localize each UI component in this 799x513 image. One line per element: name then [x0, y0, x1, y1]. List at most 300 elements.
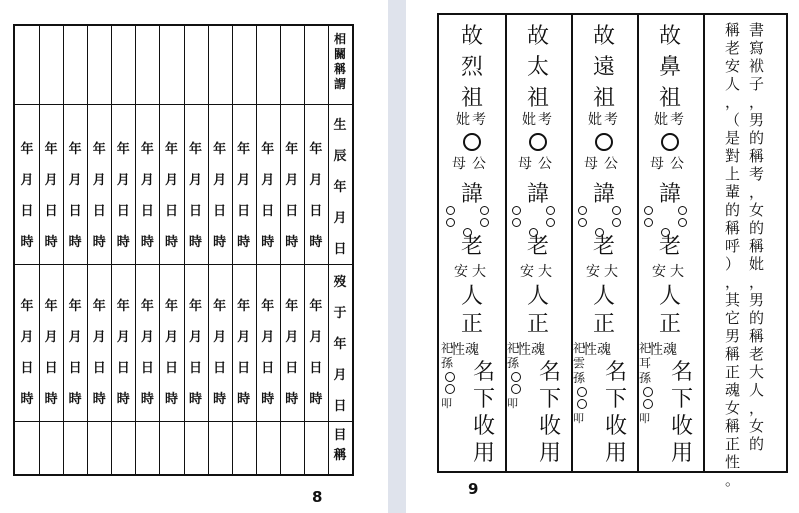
date-char: 時 [285, 392, 299, 407]
tablet-title-char: 故 [460, 24, 483, 49]
date-char: 月 [309, 330, 323, 345]
tablet-pair: 妣考 [456, 112, 488, 128]
tablet-mother-father: 母公 [452, 156, 492, 172]
note-char: 是 [725, 129, 741, 147]
death-date-col [63, 291, 87, 415]
note-char: 對 [725, 147, 741, 165]
birth-date-col [256, 134, 280, 258]
note-char: 大 [749, 363, 765, 381]
death-date-col [208, 291, 232, 415]
date-char: 年 [68, 142, 82, 157]
date-char: 日 [309, 204, 323, 219]
relation-header [328, 32, 352, 92]
note-char: ） [725, 255, 741, 273]
date-char: 年 [140, 142, 154, 157]
date-char: 月 [164, 330, 178, 345]
jisun-char: 祀 [507, 341, 520, 355]
note-char: 稱 [725, 219, 741, 237]
tablet-receive-char: 下 [538, 387, 561, 412]
note-char: 稱 [749, 327, 765, 345]
date-char: 時 [189, 392, 203, 407]
tablet-sheng-hun: 性魂 [517, 342, 545, 358]
date-char: 時 [92, 392, 106, 407]
date-char: 時 [213, 392, 227, 407]
date-char: 年 [164, 142, 178, 157]
tablet-pair: 妣考 [654, 112, 686, 128]
date-char: 日 [285, 361, 299, 376]
date-char: 日 [140, 361, 154, 376]
tablet-mother-father: 母公 [650, 156, 690, 172]
death-date-col [39, 291, 63, 415]
note-char: 女 [749, 201, 765, 219]
death-char: 日 [333, 399, 347, 414]
birth-char: 年 [333, 180, 347, 195]
date-char: 月 [92, 330, 106, 345]
tablet-mother-father: 母公 [584, 156, 624, 172]
tablet-receive-char: 用 [538, 441, 561, 466]
tablet-sheng-hun: 性魂 [451, 342, 479, 358]
date-char: 月 [92, 173, 106, 188]
date-char: 日 [92, 204, 106, 219]
name-placeholder-dot [480, 206, 489, 215]
jisun-char: 孫 [639, 371, 652, 385]
tablet-lao: 老 [526, 234, 549, 259]
date-char: 日 [44, 361, 58, 376]
note-char: 輩 [725, 183, 741, 201]
note-char: ， [749, 93, 765, 111]
tablet-receive-char: 用 [670, 441, 693, 466]
note-char: 書 [749, 21, 765, 39]
date-char: 日 [44, 204, 58, 219]
date-char: 日 [116, 361, 130, 376]
date-char: 月 [213, 330, 227, 345]
date-char: 月 [20, 330, 34, 345]
note-char: 的 [749, 435, 765, 453]
note-char: 的 [749, 309, 765, 327]
birth-date-col [184, 134, 208, 258]
note-char: 男 [749, 111, 765, 129]
note-char: ， [749, 273, 765, 291]
date-char: 年 [285, 142, 299, 157]
jisun-char: 耳 [639, 356, 652, 370]
death-date-col [232, 291, 256, 415]
date-char: 月 [189, 330, 203, 345]
tablet-mother-father: 母公 [518, 156, 558, 172]
birth-date-col [135, 134, 159, 258]
ancestral-tablet-frame [437, 13, 788, 489]
birth-date-col [280, 134, 304, 258]
date-char: 月 [237, 330, 251, 345]
death-char: 月 [333, 368, 347, 383]
tablet-title-char: 祖 [592, 86, 615, 111]
tablet-ren: 人 [658, 284, 681, 309]
tablet-receive-char: 收 [538, 414, 561, 439]
date-char: 日 [261, 204, 275, 219]
note-char: 妣 [749, 255, 765, 273]
name-placeholder-dot [578, 218, 587, 227]
date-char: 時 [20, 235, 34, 250]
tablet-receive-char: 名 [538, 360, 561, 385]
date-char: 時 [164, 235, 178, 250]
date-char: 月 [285, 330, 299, 345]
note-char: 呼 [725, 237, 741, 255]
date-char: 時 [237, 392, 251, 407]
death-date-col [159, 291, 183, 415]
date-char: 年 [92, 299, 106, 314]
note-char: 正 [725, 363, 741, 381]
page-9 [406, 0, 799, 513]
tablet-receive-char: 用 [604, 441, 627, 466]
death-date-col [184, 291, 208, 415]
date-char: 時 [116, 235, 130, 250]
date-char: 年 [20, 299, 34, 314]
date-char: 年 [309, 142, 323, 157]
date-char: 年 [68, 299, 82, 314]
date-char: 月 [44, 330, 58, 345]
date-char: 日 [20, 361, 34, 376]
birth-date-col [208, 134, 232, 258]
date-char: 月 [116, 330, 130, 345]
page-number-8: 8 [312, 488, 323, 506]
date-char: 年 [285, 299, 299, 314]
date-char: 月 [213, 173, 227, 188]
note-char: （ [725, 111, 741, 129]
name-placeholder-dot [480, 218, 489, 227]
date-char: 年 [237, 299, 251, 314]
date-char: 時 [44, 392, 58, 407]
name-circle [661, 133, 679, 151]
name-placeholder-dot [678, 206, 687, 215]
tablet-3 [571, 15, 637, 471]
tablet-receive-char: 下 [604, 387, 627, 412]
name-placeholder-dot [612, 206, 621, 215]
date-char: 時 [68, 392, 82, 407]
date-char: 年 [261, 142, 275, 157]
title-char: 稱 [333, 448, 347, 463]
date-char: 日 [285, 204, 299, 219]
date-char: 月 [20, 173, 34, 188]
tablet-anda: 安大 [586, 264, 622, 280]
tablet-receive-char: 收 [604, 414, 627, 439]
date-char: 月 [309, 173, 323, 188]
note-char: 寫 [749, 39, 765, 57]
tablet-hui: 諱 [460, 182, 483, 207]
tablet-zheng: 正 [460, 312, 483, 337]
relation-table [13, 24, 354, 476]
note-char: ， [725, 273, 741, 291]
date-char: 時 [309, 235, 323, 250]
death-date-col [135, 291, 159, 415]
death-date-col [256, 291, 280, 415]
note-char: 其 [725, 291, 741, 309]
date-char: 時 [68, 235, 82, 250]
page-number-9: 9 [468, 480, 479, 498]
date-char: 日 [20, 204, 34, 219]
date-char: 日 [140, 204, 154, 219]
date-char: 年 [213, 299, 227, 314]
tablet-1 [439, 15, 505, 471]
date-char: 年 [116, 142, 130, 157]
date-char: 時 [140, 235, 154, 250]
note-char: 稱 [725, 21, 741, 39]
note-char: 。 [725, 471, 741, 489]
date-char: 時 [92, 235, 106, 250]
date-char: 日 [164, 204, 178, 219]
death-date-col [304, 291, 328, 415]
date-char: 年 [92, 142, 106, 157]
note-char: 的 [749, 129, 765, 147]
tablet-title-char: 祖 [526, 86, 549, 111]
date-char: 日 [92, 361, 106, 376]
date-char: 月 [261, 330, 275, 345]
name-placeholder-dot [678, 218, 687, 227]
tablet-title-char: 祖 [460, 86, 483, 111]
page-gutter [388, 0, 406, 513]
date-char: 年 [44, 142, 58, 157]
note-char: 上 [725, 165, 741, 183]
tablet-ren: 人 [592, 284, 615, 309]
date-char: 年 [189, 142, 203, 157]
date-char: 時 [237, 235, 251, 250]
jisun-char: 祀 [639, 341, 652, 355]
date-char: 月 [68, 330, 82, 345]
note-char: 它 [725, 309, 741, 327]
birth-date-col [15, 134, 39, 258]
tablet-title-char: 鼻 [658, 55, 681, 80]
note-char: 人 [749, 381, 765, 399]
tablet-hui: 諱 [658, 182, 681, 207]
date-char: 日 [237, 204, 251, 219]
name-circle [529, 133, 547, 151]
tablet-ren: 人 [460, 284, 483, 309]
tablet-title-char: 故 [592, 24, 615, 49]
tablet-anda: 安大 [454, 264, 490, 280]
death-date-col [280, 291, 304, 415]
birth-char: 辰 [333, 149, 347, 164]
note-char: 的 [749, 219, 765, 237]
date-char: 時 [189, 235, 203, 250]
tablet-zheng: 正 [526, 312, 549, 337]
note-char: 考 [749, 165, 765, 183]
note-char: 的 [725, 201, 741, 219]
date-char: 年 [164, 299, 178, 314]
date-char: 日 [68, 204, 82, 219]
tablet-zheng: 正 [658, 312, 681, 337]
tablet-title-char: 祖 [658, 86, 681, 111]
note-char: 子 [749, 75, 765, 93]
note-char: 女 [749, 417, 765, 435]
jisun-char: 祀 [441, 341, 454, 355]
tablet-receive-char: 下 [472, 387, 495, 412]
date-char: 日 [309, 361, 323, 376]
note-char: ， [749, 183, 765, 201]
birth-char: 月 [333, 211, 347, 226]
note-char: 男 [725, 327, 741, 345]
birth-char: 生 [333, 118, 347, 133]
tablet-receive-char: 名 [604, 360, 627, 385]
tablet-receive-char: 用 [472, 441, 495, 466]
date-char: 年 [116, 299, 130, 314]
note-char: ， [749, 399, 765, 417]
date-char: 日 [68, 361, 82, 376]
tablet-receive-char: 下 [670, 387, 693, 412]
tablet-2 [505, 15, 571, 471]
jisun-char: 祀 [573, 341, 586, 355]
header-char: 稱 [333, 62, 346, 76]
date-char: 日 [237, 361, 251, 376]
date-char: 月 [116, 173, 130, 188]
note-char: ， [725, 93, 741, 111]
date-char: 年 [20, 142, 34, 157]
birth-date-col [304, 134, 328, 258]
date-char: 年 [189, 299, 203, 314]
name-placeholder-dot [546, 206, 555, 215]
tablet-pair: 妣考 [522, 112, 554, 128]
note-char: 老 [725, 39, 741, 57]
jisun-char: 雲 [573, 356, 586, 370]
name-circle [463, 133, 481, 151]
name-placeholder-dot [644, 206, 653, 215]
tablet-title-char: 故 [526, 24, 549, 49]
title-label [328, 426, 352, 466]
header-char: 謂 [333, 77, 346, 91]
tablet-receive-char: 收 [670, 414, 693, 439]
note-char: 魂 [725, 381, 741, 399]
death-char: 年 [333, 337, 347, 352]
tablet-lao: 老 [460, 234, 483, 259]
note-char: 男 [749, 291, 765, 309]
tablet-pair: 妣考 [588, 112, 620, 128]
date-char: 月 [140, 330, 154, 345]
date-char: 月 [285, 173, 299, 188]
tablet-4 [637, 15, 703, 471]
date-char: 時 [261, 235, 275, 250]
tablet-title-char: 遠 [592, 55, 615, 80]
date-char: 月 [164, 173, 178, 188]
note-char: 稱 [749, 147, 765, 165]
tablet-title-char: 故 [658, 24, 681, 49]
date-char: 日 [189, 204, 203, 219]
jisun-char: 孫 [441, 356, 454, 370]
date-char: 時 [116, 392, 130, 407]
tablet-receive-char: 名 [670, 360, 693, 385]
death-date-col [15, 291, 39, 415]
date-char: 時 [20, 392, 34, 407]
date-char: 日 [213, 361, 227, 376]
tablet-title-char: 烈 [460, 55, 483, 80]
name-placeholder-dot [546, 218, 555, 227]
birth-date-col [63, 134, 87, 258]
tablet-sheng-hun: 性魂 [649, 342, 677, 358]
death-label [328, 267, 352, 422]
note-char: 稱 [749, 237, 765, 255]
date-char: 月 [237, 173, 251, 188]
death-date-col [111, 291, 135, 415]
tablet-kou: 叩 [573, 412, 584, 425]
date-char: 年 [261, 299, 275, 314]
date-char: 年 [237, 142, 251, 157]
note-char: 正 [725, 435, 741, 453]
tablet-title-char: 太 [526, 55, 549, 80]
date-char: 日 [164, 361, 178, 376]
date-char: 時 [261, 392, 275, 407]
death-char: 歿 [333, 275, 347, 290]
name-placeholder-dot [512, 218, 521, 227]
date-char: 時 [44, 235, 58, 250]
name-placeholder-dot [612, 218, 621, 227]
note-char: 女 [725, 399, 741, 417]
date-char: 月 [44, 173, 58, 188]
tablet-anda: 安大 [652, 264, 688, 280]
death-char: 于 [333, 306, 347, 321]
note-char: 人 [725, 75, 741, 93]
title-char: 目 [333, 428, 347, 443]
note-char: 老 [749, 345, 765, 363]
date-char: 日 [213, 204, 227, 219]
date-char: 時 [213, 235, 227, 250]
note-char: 稱 [725, 345, 741, 363]
date-char: 年 [44, 299, 58, 314]
birth-date-col [232, 134, 256, 258]
birth-date-col [159, 134, 183, 258]
date-char: 時 [164, 392, 178, 407]
tablet-lao: 老 [658, 234, 681, 259]
tablet-ren: 人 [526, 284, 549, 309]
note-char: 袱 [749, 57, 765, 75]
tablet-kou: 叩 [507, 397, 518, 410]
header-char: 關 [333, 47, 346, 61]
tablet-receive-char: 名 [472, 360, 495, 385]
tablet-hui: 諱 [526, 182, 549, 207]
date-char: 時 [309, 392, 323, 407]
date-char: 月 [189, 173, 203, 188]
birth-date-col [39, 134, 63, 258]
note-column-2 [725, 21, 740, 489]
header-char: 相 [333, 32, 346, 46]
note-char: 安 [725, 57, 741, 75]
name-placeholder-dot [644, 218, 653, 227]
date-char: 月 [261, 173, 275, 188]
name-circle [595, 133, 613, 151]
date-char: 時 [285, 235, 299, 250]
date-char: 日 [261, 361, 275, 376]
birth-date-col [87, 134, 111, 258]
page-8 [0, 0, 388, 513]
date-char: 日 [116, 204, 130, 219]
note-char: 稱 [725, 417, 741, 435]
tablet-kou: 叩 [441, 397, 452, 410]
tablet-receive-char: 收 [472, 414, 495, 439]
name-placeholder-dot [512, 206, 521, 215]
date-char: 年 [213, 142, 227, 157]
note-column-1 [749, 21, 764, 453]
jisun-char: 孫 [507, 356, 520, 370]
name-placeholder-dot [578, 206, 587, 215]
death-date-col [87, 291, 111, 415]
date-char: 時 [140, 392, 154, 407]
jisun-char: 孫 [573, 371, 586, 385]
name-placeholder-dot [446, 206, 455, 215]
tablet-zheng: 正 [592, 312, 615, 337]
name-placeholder-dot [446, 218, 455, 227]
tablet-kou: 叩 [639, 412, 650, 425]
birth-date-col [111, 134, 135, 258]
date-char: 日 [189, 361, 203, 376]
date-char: 年 [140, 299, 154, 314]
tablet-lao: 老 [592, 234, 615, 259]
date-char: 月 [140, 173, 154, 188]
note-char: 性 [725, 453, 741, 471]
